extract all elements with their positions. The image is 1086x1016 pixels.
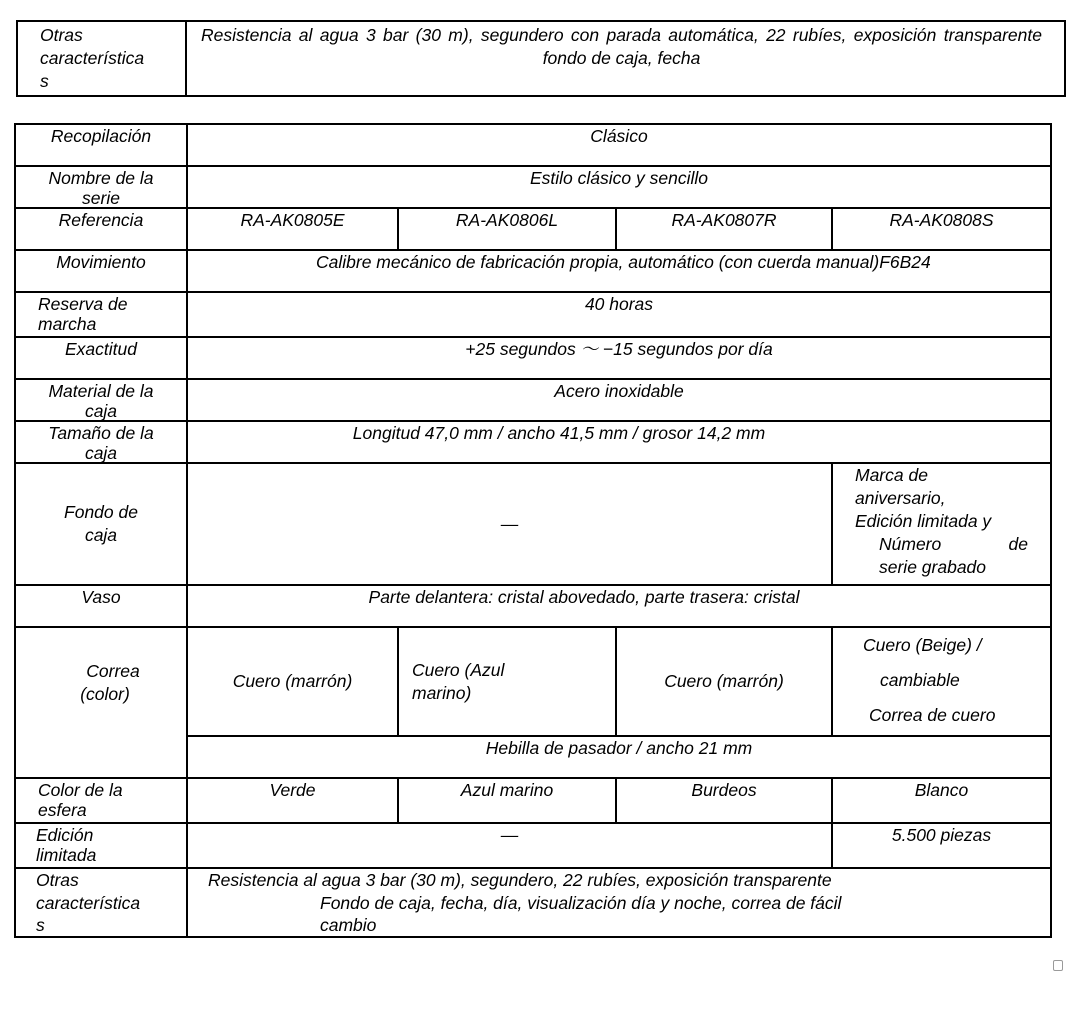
table-row [15,250,1051,292]
label-line: Fondo de [64,502,138,522]
label-line: Material de la [48,381,154,401]
row-value: Acero inoxidable [187,379,1051,421]
reference-cell: RA-AK0808S [832,208,1051,250]
table-row [15,166,1051,208]
value-line: marino) [412,682,472,703]
value-line: Resistencia al agua 3 bar (30 m), segundero con parada automática, 22 rubíes, exposición [201,25,937,45]
row-label: Movimiento [15,250,187,292]
table-row [15,463,1051,585]
label-line: Color de la [38,780,123,800]
value-line: Cuero (Beige) / [863,635,982,655]
row-label [15,778,187,823]
label-line: (color) [80,683,130,704]
row-label: Vaso [15,585,187,627]
value-line: cambio [320,915,377,935]
label-line: s [36,915,45,935]
row-label [15,292,187,337]
reference-cell: RA-AK0807R [616,208,832,250]
value-line: Edición limitada y [855,511,992,531]
reference-cell: RA-AK0806L [398,208,616,250]
watch-spec-table [14,123,1052,938]
strap-cell [832,627,1051,736]
dial-color-cell: Azul marino [398,778,616,823]
row-label: Recopilación [15,124,187,166]
row-value: Clásico [187,124,1051,166]
value-line: aniversario, [855,488,946,508]
label-line: s [40,71,49,91]
value-line: Resistencia al agua 3 bar (30 m), segundero, 22 rubíes, exposición transparente [208,870,832,890]
table-row [15,292,1051,337]
table-row [15,823,1051,868]
value-line: Marca de [855,465,928,485]
value-line: Cuero (Azul [412,659,505,680]
label-line: Otras [36,870,79,890]
value-line: cambiable [880,670,960,690]
label-line: esfera [38,800,87,820]
row-value: Calibre mecánico de fabricación propia, automático (con cuerda manual)F6B24 [187,250,1051,292]
value-line: Correa de cuero [869,705,996,725]
strap-cell: Cuero (marrón) [187,627,398,736]
strap-cell [398,627,616,736]
label-line: característica [40,48,145,68]
label-line: limitada [36,845,97,865]
dial-color-cell: Blanco [832,778,1051,823]
row-label [15,379,187,421]
row-value: Longitud 47,0 mm / ancho 41,5 mm / grosor 14,2 mm [187,421,1051,463]
strap-cell: Cuero (marrón) [616,627,832,736]
table-row [15,585,1051,627]
row-label [15,421,187,463]
label-line: caja [84,443,118,463]
row-label [15,868,187,937]
label-line: serie [82,188,120,208]
table-row [15,421,1051,463]
label-line: Correa [86,660,140,681]
label-line: Otras [40,25,83,45]
row-value: Parte delantera: cristal abovedado, parte trasera: cristal [187,585,1051,627]
features-table-top [16,20,1066,97]
label-line: caja [84,525,118,545]
row-label [17,21,186,96]
row-label [15,463,187,585]
row-value-last [832,463,1051,585]
reference-cell: RA-AK0805E [187,208,398,250]
row-label [15,627,187,778]
value-line: Número de [879,534,1028,554]
table-resize-handle[interactable] [1053,960,1063,971]
row-value: +25 segundos ～ −15 segundos por día [187,337,1051,379]
row-label [15,823,187,868]
label-line: característica [36,893,141,913]
row-value: 40 horas [187,292,1051,337]
row-value-last: 5.500 piezas [832,823,1051,868]
row-value: Estilo clásico y sencillo [187,166,1051,208]
row-value: — [187,463,832,585]
label-line: Reserva de [38,294,128,314]
buckle-value: Hebilla de pasador / ancho 21 mm [187,736,1051,778]
dial-color-cell: Burdeos [616,778,832,823]
label-line: Tamaño de la [48,423,154,443]
table-row [15,868,1051,937]
table-row [15,337,1051,379]
label-line: caja [84,401,118,421]
row-label [15,166,187,208]
row-value: — [187,823,832,868]
value-line: Fondo de caja, fecha, día, visualización día y noche, correa de fácil [320,893,842,913]
row-label: Exactitud [15,337,187,379]
label-line: Edición [36,825,94,845]
table-row [15,379,1051,421]
table-row [17,21,1065,96]
label-line: Nombre de la [48,168,154,188]
table-row [15,778,1051,823]
label-line: marcha [38,314,97,334]
row-value [186,21,1065,96]
value-line: transparente fondo de caja, fecha [542,25,1042,68]
dial-color-cell: Verde [187,778,398,823]
row-label: Referencia [15,208,187,250]
row-value [187,868,1051,937]
table-row [15,124,1051,166]
value-line: serie grabado [879,557,987,577]
table-row [15,208,1051,250]
table-row [15,627,1051,736]
